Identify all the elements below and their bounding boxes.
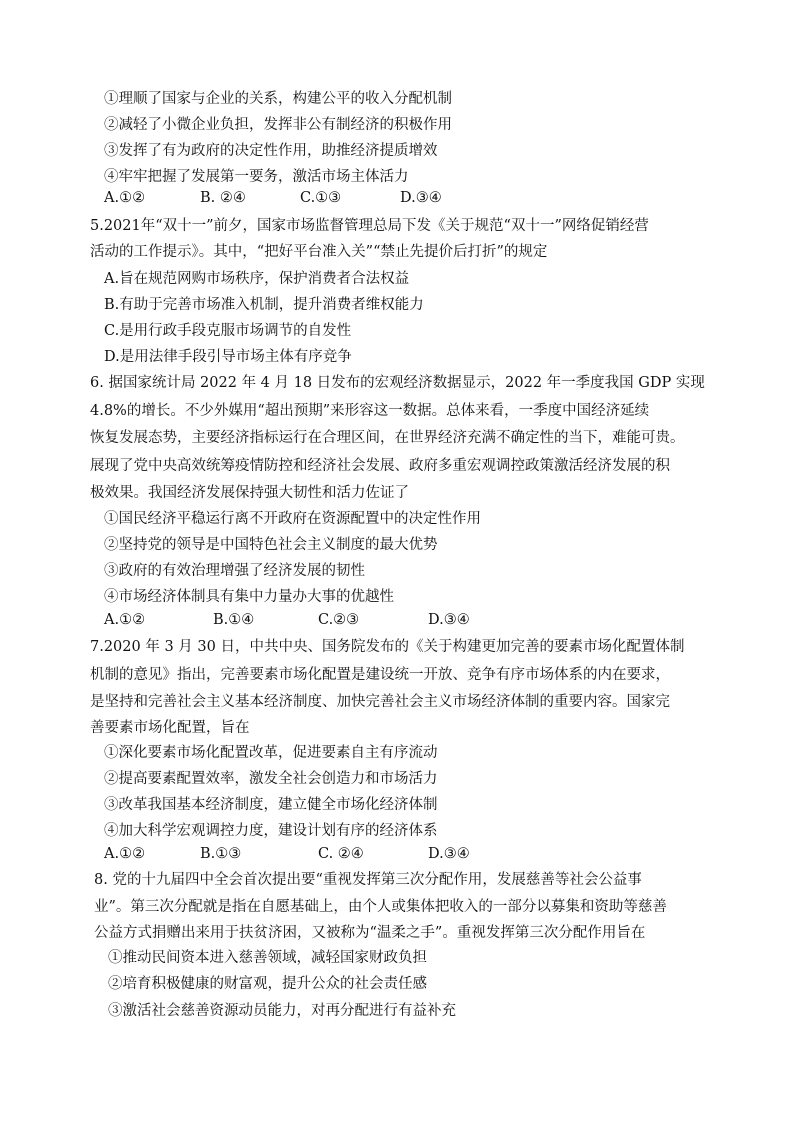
q6-item-1: ①国民经济平稳运行离不开政府在资源配置中的决定性作用 [104,511,481,527]
q4-choice-b: B. ②④ [200,190,246,206]
q7-choice-b: B.①③ [200,846,242,862]
q6-choice-c: C.②③ [318,612,360,628]
q8-item-1: ①推动民间资本进入慈善领域，减轻国家财政负担 [108,950,427,966]
q6-stem-line-1: 6. 据国家统计局 2022 年 4 月 18 日发布的宏观经济数据显示，2022 年一季度我国 GDP 实现 [90,375,705,391]
q8-stem-line-2: 业”。第三次分配就是指在自愿基础上，由个人或集体把收入的一部分以募集和资助等慈善 [94,899,667,915]
q5-option-c: C.是用行政手段克服市场调节的自发性 [104,323,352,339]
q8-item-3: ③激活社会慈善资源动员能力，对再分配进行有益补充 [108,1003,456,1019]
q7-stem-line-3: 是坚持和完善社会主义基本经济制度、加快完善社会主义市场经济体制的重要内容。国家完 [90,694,670,710]
q4-choice-d: D.③④ [400,190,442,206]
q6-item-2: ②坚持党的领导是中国特色社会主义制度的最大优势 [104,537,438,553]
q7-item-1: ①深化要素市场化配置改革，促进要素自主有序流动 [104,745,438,761]
q5-stem-line-1: 5.2021年“双十一”前夕，国家市场监督管理总局下发《关于规范“双十一”网络促销经营 [90,218,649,234]
q6-choice-b: B.①④ [213,612,255,628]
q4-item-3: ③发挥了有为政府的决定性作用，助推经济提质增效 [104,143,438,159]
q7-item-2: ②提高要素配置效率，激发全社会创造力和市场活力 [104,771,438,787]
q4-item-2: ②减轻了小微企业负担，发挥非公有制经济的积极作用 [104,117,452,133]
q5-option-a: A.旨在规范网购市场秩序，保护消费者合法权益 [104,271,410,287]
q7-choice-a: A.①② [104,846,146,862]
q7-stem-line-1: 7.2020 年 3 月 30 日，中共中央、国务院发布的《关于构建更加完善的要素市场化配置体制 [90,639,685,655]
q6-item-3: ③政府的有效治理增强了经济发展的韧性 [104,563,365,579]
q8-stem-line-3: 公益方式捐赠出来用于扶贫济困，又被称为“温柔之手”。重视发挥第三次分配作用旨在 [94,925,646,941]
q6-choice-a: A.①② [104,612,146,628]
q7-item-4: ④加大科学宏观调控力度，建设计划有序的经济体系 [104,823,438,839]
q7-choice-d: D.③④ [428,846,470,862]
q7-stem-line-2: 机制的意见》指出，完善要素市场化配置是建设统一开放、竞争有序市场体系的内在要求， [90,667,670,683]
q8-stem-line-1: 8. 党的十九届四中全会首次提出要“重视发挥第三次分配作用，发展慈善等社会公益事 [94,872,642,888]
q6-stem-line-5: 极效果。我国经济发展保持强大韧性和活力佐证了 [90,485,409,501]
q5-option-d: D.是用法律手段引导市场主体有序竞争 [104,349,352,365]
q4-choice-a: A.①② [104,190,146,206]
q6-item-4: ④市场经济体制具有集中力量办大事的优越性 [104,589,394,605]
q7-stem-line-4: 善要素市场化配置，旨在 [90,720,250,736]
q5-option-b: B.有助于完善市场准入机制，提升消费者维权能力 [104,297,424,313]
q6-choice-d: D.③④ [428,612,470,628]
q6-stem-line-2: 4.8%的增长。不少外媒用“超出预期”来形容这一数据。总体来看，一季度中国经济延续 [90,403,650,419]
q8-item-2: ②培育积极健康的财富观，提升公众的社会责任感 [108,976,427,992]
q4-item-4: ④牢牢把握了发展第一要务，激活市场主体活力 [104,169,409,185]
q4-item-1: ①理顺了国家与企业的关系，构建公平的收入分配机制 [104,91,452,107]
q6-stem-line-4: 展现了党中央高效统筹疫情防控和经济社会发展、政府多重宏观调控政策激活经济发展的积 [90,458,670,474]
q5-stem-line-2: 活动的工作提示》。其中，“把好平台准入关”“禁止先提价后打折”的规定 [90,244,548,260]
q6-stem-line-3: 恢复发展态势，主要经济指标运行在合理区间，在世界经济充满不确定性的当下，难能可贵。 [90,430,685,446]
q7-item-3: ③改革我国基本经济制度，建立健全市场化经济体制 [104,797,438,813]
q4-choice-c: C.①③ [300,190,342,206]
q7-choice-c: C. ②④ [318,846,364,862]
